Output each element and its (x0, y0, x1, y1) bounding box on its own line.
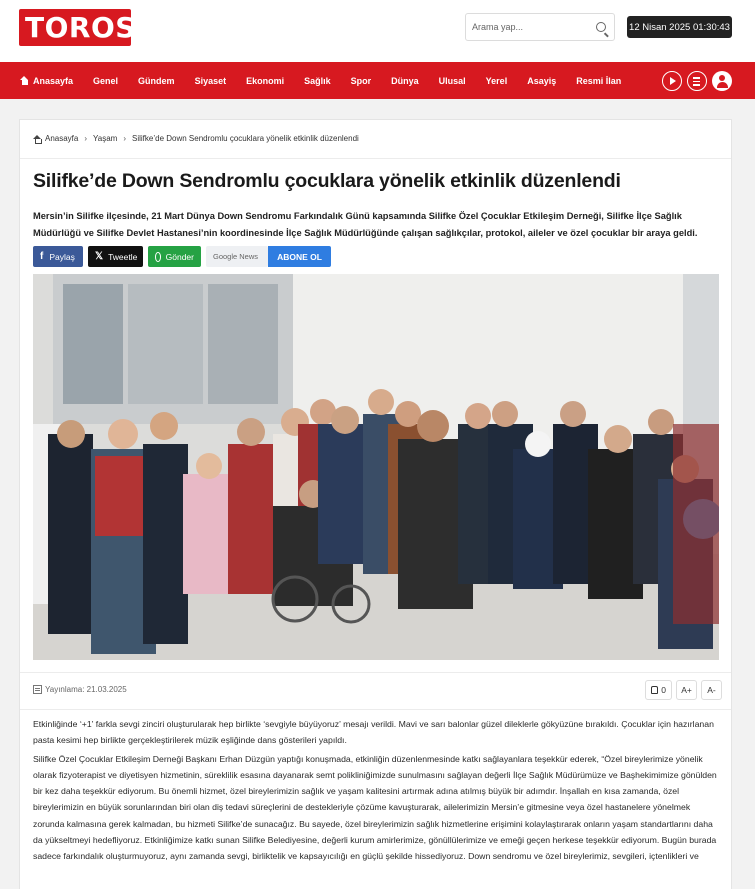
menu-icon[interactable] (687, 71, 707, 91)
breadcrumb-current: Silifke’de Down Sendromlu çocuklara yönelik etkinlik düzenlendi (132, 134, 359, 143)
breadcrumb (33, 134, 359, 143)
search-input[interactable] (466, 14, 586, 40)
publish-date: Yayınlama: 21.03.2025 (33, 685, 127, 694)
whatsapp-share-button[interactable]: Gönder (148, 246, 201, 267)
group-photo-illustration (33, 274, 719, 660)
nav-item-spor[interactable]: Spor (350, 75, 372, 86)
article-lead: Mersin’in Silifke ilçesinde, 21 Mart Dünya Down Sendromu Farkındalık Günü kapsamında Silifke Özel Çocuklar Etkileşim Derneği, Silifke İlçe Sağlık Müdürlüğü ve Silifke Devlet Hastanesi’nin koordinesinde İlçe Sağlık Müdürlüğünde çalışan sağlıkçılar, protokol, aileler ve özel çocuklar bir araya geldi. (33, 211, 698, 238)
x-icon: 𝕏 (95, 251, 104, 262)
nav-item-resmi-ilan[interactable]: Resmi İlan (576, 75, 622, 86)
breadcrumb-separator: › (123, 134, 127, 143)
nav-item-siyaset[interactable]: Siyaset (194, 75, 227, 86)
nav-item-ulusal[interactable]: Ulusal (438, 75, 466, 86)
nav-item-ekonomi[interactable]: Ekonomi (246, 75, 285, 86)
top-header (0, 0, 755, 62)
x-share-button[interactable]: 𝕏 Tweetle (88, 246, 143, 267)
datetime-badge: 12 Nisan 2025 01:30:43 (627, 16, 732, 38)
nav-item-saglik[interactable]: Sağlık (304, 75, 331, 86)
thumbs-up-icon (651, 686, 658, 694)
article-photo (33, 274, 719, 660)
google-news-button[interactable]: Google News (206, 246, 268, 267)
nav-item-dunya[interactable]: Dünya (391, 75, 419, 86)
whatsapp-icon (155, 252, 161, 262)
facebook-share-button[interactable]: f Paylaş (33, 246, 83, 267)
nav-item-asayis[interactable]: Asayiş (527, 75, 557, 86)
breadcrumb-home[interactable]: Anasayfa (45, 134, 79, 143)
site-logo[interactable] (19, 9, 136, 46)
like-button[interactable]: 0 (645, 680, 672, 700)
facebook-icon: f (40, 251, 44, 262)
user-icon[interactable] (712, 71, 732, 91)
nav-item-yerel[interactable]: Yerel (485, 75, 508, 86)
breadcrumb-separator: › (84, 134, 88, 143)
article-tools (641, 680, 722, 700)
font-decrease-button[interactable]: A- (701, 680, 722, 700)
search-box (465, 13, 615, 41)
subscribe-button[interactable]: ABONE OL (268, 246, 331, 267)
divider (20, 709, 731, 710)
font-increase-button[interactable]: A+ (676, 680, 697, 700)
main-nav (0, 62, 755, 99)
play-icon[interactable] (662, 71, 682, 91)
nav-item-gundem[interactable]: Gündem (138, 75, 175, 86)
breadcrumb-category[interactable]: Yaşam (93, 134, 118, 143)
nav-item-anasayfa[interactable]: Anasayfa (20, 76, 73, 86)
article-paragraph: Etkinliğinde ‘+1’ farkla sevgi zinciri oluşturularak hep birlikte ‘sevgiyle büyüyoruz’ mesajı verildi. Mavi ve sarı balonlar güzel dileklerle gökyüzüne bırakıldı. Çocuklar için hazırlanan pasta kesimi hep birlikte gerçekleştirilerek müzik eşliğinde dans gösterileri yapıldı. (33, 719, 714, 746)
home-icon (33, 135, 41, 143)
article-title: Silifke’de Down Sendromlu çocuklara yönelik etkinlik düzenlendi (33, 170, 621, 192)
article-body (33, 716, 723, 867)
logo-text: TOROS (25, 10, 136, 44)
divider (20, 672, 731, 673)
calendar-icon (33, 685, 42, 694)
article-paragraph: Silifke Özel Çocuklar Etkileşim Derneği Başkanı Erhan Düzgün yaptığı konuşmada, etkinliğin düzenlenmesinde katkı sağlayanlara teşekkür ederek, “Özel bireylerimize yönelik olarak fizyoterapist ve diyetisyen hizmetinin, süreklilik esasına dayanarak semt polikliniğimizde sunulmasını sağlayan değerli İlçe Sağlık Müdürümüze ve Başhekimimize gönülden bir kez daha teşekkür ediyorum. Bu önemli hizmet, özel bireylerimizin sağlık ve yaşam kalitesini artırmak adına atılmış büyük bir adımdır. İnşallah en kısa zamanda, özel bireylerimizin en büyük sorunlarından biri olan diş tedavi süreçlerini de destekleriyle çözüme kavuşturarak, ailelerimizin Mersin’e gitmesine veya özel hastanelere yönelmek zorunda kalmasına gerek kalmadan, bu hizmeti Silifke’de sunacağız. Bu sayede, özel bireylerimizin sağlık hizmetlerine erişimini kolaylaştırarak onların yaşam standartlarını daha da yükseltmeyi hedefliyoruz. Etkinliğimize katkı sunan Silifke Belediyesine, değerli kurum amirlerimize, gönüllülerimize ve emeği geçen herkese teşekkür ediyorum. Bugün burada sadece farkındalık oluşturmuyoruz, aynı zamanda sevgi, birliktelik ve kapsayıcılığı en güçlü şekilde hissediyoruz. Down sendromu ve özel bireylerimiz, sevgileri, içtenlikleri ve (33, 753, 717, 862)
article-card (19, 119, 732, 889)
nav-item-genel[interactable]: Genel (93, 75, 119, 86)
home-icon (20, 76, 29, 85)
share-bar (33, 246, 336, 267)
search-icon[interactable] (596, 22, 606, 32)
divider (20, 158, 731, 159)
